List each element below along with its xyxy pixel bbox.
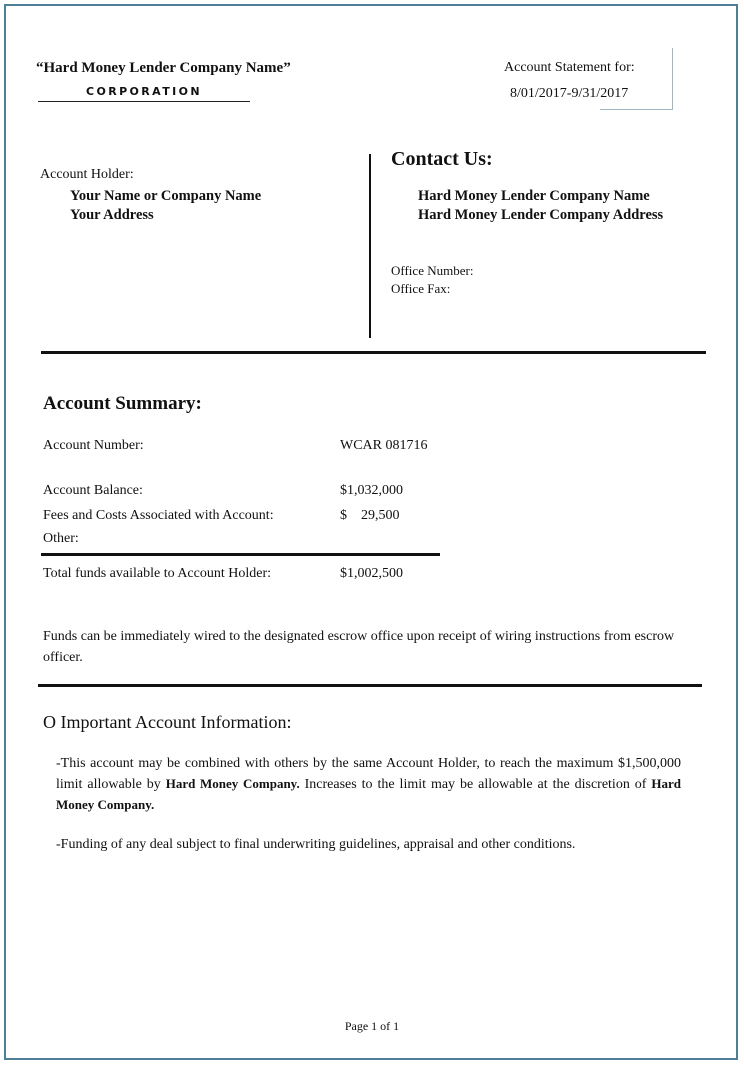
office-fax-label: Office Fax: xyxy=(391,281,451,296)
contact-company-address: Hard Money Lender Company Address xyxy=(418,207,664,223)
account-holder-name: Your Name or Company Name xyxy=(70,188,262,204)
office-number-label: Office Number: xyxy=(391,263,474,278)
section-vertical-divider xyxy=(369,154,371,338)
total-funds-value: $1,002,500 xyxy=(340,566,403,581)
statement-frame-horizontal xyxy=(600,109,673,110)
statement-period: 8/01/2017-9/31/2017 xyxy=(510,86,629,101)
contact-heading: Contact Us: xyxy=(391,148,493,170)
other-label: Other: xyxy=(43,531,79,546)
page-border xyxy=(4,4,738,1060)
statement-label: Account Statement for: xyxy=(504,60,635,75)
section-divider-top xyxy=(41,351,706,354)
account-number-value: WCAR 081716 xyxy=(340,438,428,453)
bullet1-text-part2: Increases to the limit may be allowable at the discretion of xyxy=(299,777,652,792)
contact-company-name: Hard Money Lender Company Name xyxy=(418,188,650,204)
corporation-label: CORPORATION xyxy=(38,85,250,102)
lender-company-name: “Hard Money Lender Company Name” xyxy=(36,60,291,76)
bullet1-text-part1: -This account may be combined with others by the same Account Holder, to reach the maximum $1,500,000 limit allowable by xyxy=(56,756,681,792)
account-number-label: Account Number: xyxy=(43,438,144,453)
account-holder-address: Your Address xyxy=(70,207,154,223)
bullet1-company-name-1: Hard Money Company. xyxy=(165,776,300,791)
fees-label: Fees and Costs Associated with Account: xyxy=(43,508,274,523)
important-info-heading: O Important Account Information: xyxy=(43,712,292,732)
total-funds-label: Total funds available to Account Holder: xyxy=(43,566,272,581)
account-summary-heading: Account Summary: xyxy=(43,393,202,414)
info-bullet-funding: -Funding of any deal subject to final underwriting guidelines, appraisal and other conditions. xyxy=(56,837,576,852)
total-divider xyxy=(41,553,440,556)
info-bullet-combined-accounts xyxy=(56,754,681,816)
account-holder-label: Account Holder: xyxy=(40,167,134,182)
account-balance-label: Account Balance: xyxy=(43,483,143,498)
funds-wire-note: Funds can be immediately wired to the designated escrow office upon receipt of wiring instructions from escrow officer. xyxy=(43,629,675,665)
section-divider-bottom xyxy=(38,684,702,687)
statement-frame-vertical xyxy=(672,48,673,110)
account-balance-value: $1,032,000 xyxy=(340,483,403,498)
page-number: Page 1 of 1 xyxy=(344,1019,400,1033)
fees-value: $ 29,500 xyxy=(340,508,400,523)
bullet1-company-name-2: Hard Money Company. xyxy=(56,776,681,812)
